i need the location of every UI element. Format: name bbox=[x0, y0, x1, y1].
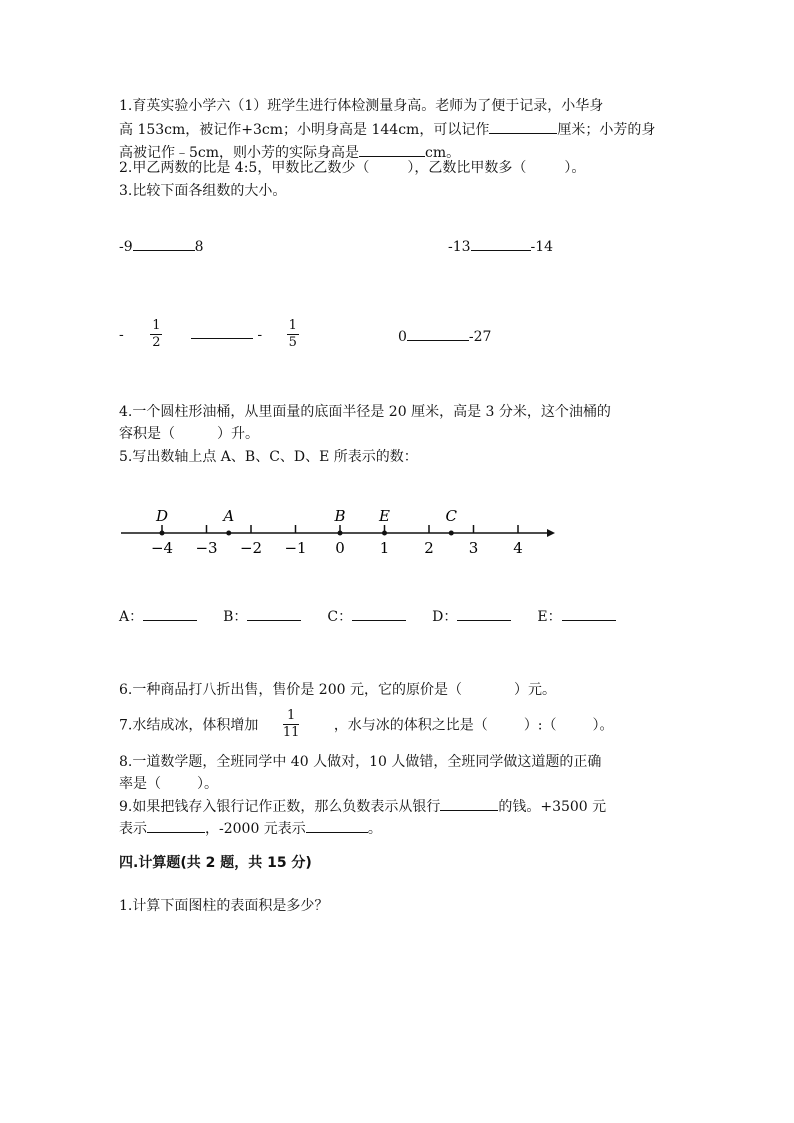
arrow-right-icon bbox=[547, 529, 555, 537]
number-line bbox=[115, 500, 565, 562]
q9-text-2c: 。 bbox=[367, 821, 382, 837]
q5-answer-blank-c[interactable] bbox=[352, 606, 406, 621]
q9-line-1 bbox=[119, 796, 606, 817]
q4-line-1: 4.一个圆柱形油桶，从里面量的底面半径是 20 厘米，高是 3 分米，这个油桶的 bbox=[119, 404, 611, 420]
q3-pair3-blank[interactable] bbox=[191, 324, 253, 339]
q3-title: 3.比较下面各组数的大小。 bbox=[119, 183, 287, 199]
q3-fraction-1 bbox=[150, 318, 162, 351]
number-line-point bbox=[449, 531, 454, 536]
q5-answer-label-b: B： bbox=[223, 609, 248, 625]
q1-text-2b: 厘米；小芳的身 bbox=[557, 122, 656, 138]
q7-line bbox=[119, 708, 614, 741]
number-line-tick-label: 1 bbox=[379, 539, 390, 557]
q3-pair3-sign2: - bbox=[257, 326, 263, 343]
q1-blank-2[interactable] bbox=[359, 142, 425, 157]
q4-line-2 bbox=[119, 424, 259, 444]
q9-text-1b: 的钱。+3500 元 bbox=[498, 799, 607, 815]
number-line-tick-label: −2 bbox=[239, 539, 263, 557]
q9-line-2 bbox=[119, 818, 382, 839]
q5-answers bbox=[119, 606, 616, 626]
q7-fraction-denominator: 11 bbox=[282, 725, 300, 740]
q3-pair-4 bbox=[398, 326, 491, 345]
q3-pair-1 bbox=[119, 236, 204, 255]
number-line-point-label: B bbox=[334, 507, 346, 525]
q5-answer-label-a: A： bbox=[119, 609, 144, 625]
number-line-point-label: C bbox=[445, 507, 457, 525]
section-4-question-1: 1.计算下面图柱的表面积是多少？ bbox=[119, 898, 329, 914]
q5-title: 5.写出数轴上点 A、B、C、D、E 所表示的数： bbox=[119, 449, 418, 465]
number-line-point-label: A bbox=[223, 507, 235, 525]
q8-line-1: 8.一道数学题，全班同学中 40 人做对，10 人做错，全班同学做这道题的正确 bbox=[119, 754, 602, 770]
number-line-point bbox=[338, 531, 343, 536]
q5-answer-blank-b[interactable] bbox=[247, 606, 301, 621]
q3-pair4-right: -27 bbox=[468, 329, 492, 345]
number-line-tick-label: 4 bbox=[513, 539, 523, 557]
number-line-tick-label: −1 bbox=[284, 539, 307, 557]
q3-pair2-left: -13 bbox=[448, 239, 471, 255]
q5-answer-blank-a[interactable] bbox=[143, 606, 197, 621]
q7-fraction-numerator: 1 bbox=[286, 708, 296, 723]
q8-text-2a: 率是（ bbox=[119, 776, 161, 792]
number-line-tick-label: −4 bbox=[150, 539, 174, 557]
q9-text-2a: 表示 bbox=[119, 821, 147, 837]
q3-pair-3 bbox=[119, 318, 299, 351]
q3-pair2-right: -14 bbox=[530, 239, 554, 255]
q7-text-b: ，水与冰的体积之比是（ bbox=[333, 717, 488, 734]
q4-text-2a: 容积是（ bbox=[119, 426, 175, 442]
q6-text-b: ）元。 bbox=[513, 682, 556, 698]
q1-line-1: 1.育英实验小学六（1）班学生进行体检测量身高。老师为了便于记录，小华身 bbox=[119, 98, 604, 114]
q9-blank-3[interactable] bbox=[306, 818, 368, 833]
q5-answer-label-c: C： bbox=[327, 609, 353, 625]
q1-blank-1[interactable] bbox=[489, 119, 557, 134]
number-line-point-label: E bbox=[379, 507, 390, 525]
number-line-tick-label: 0 bbox=[335, 539, 345, 557]
q3-pair3-sign1: - bbox=[119, 326, 124, 343]
q3-fraction2-denominator: 5 bbox=[288, 335, 297, 350]
q2-text-a: 2.甲乙两数的比是 4:5，甲数比乙数少（ bbox=[119, 160, 370, 176]
q2-text-b: ），乙数比甲数多（ bbox=[407, 160, 527, 176]
q3-fraction2-numerator: 1 bbox=[288, 318, 297, 333]
q7-fraction bbox=[281, 708, 302, 741]
q7-text-d: ）。 bbox=[592, 717, 614, 734]
q4-text-2b: ）升。 bbox=[217, 426, 259, 442]
number-line-point-label: D bbox=[155, 507, 169, 525]
q9-text-1a: 9.如果把钱存入银行记作正数，那么负数表示从银行 bbox=[119, 799, 441, 815]
q1-text-2a: 高 153cm，被记作+3cm；小明身高是 144cm，可以记作 bbox=[119, 122, 490, 138]
q8-line-2 bbox=[119, 774, 218, 794]
q7-text-a: 7.水结成冰，体积增加 bbox=[119, 717, 259, 734]
q3-fraction-2 bbox=[287, 318, 299, 351]
q5-answer-label-e: E： bbox=[537, 609, 562, 625]
number-line-point bbox=[160, 531, 165, 536]
q5-answer-label-d: D： bbox=[432, 609, 458, 625]
q6-line bbox=[119, 680, 556, 700]
q2-text-c: ）。 bbox=[564, 160, 586, 176]
q9-blank-2[interactable] bbox=[147, 818, 205, 833]
number-line-point bbox=[226, 531, 231, 536]
q2-line bbox=[119, 158, 585, 178]
q1-line-2 bbox=[119, 119, 655, 140]
q3-fraction1-numerator: 1 bbox=[152, 318, 161, 333]
number-line-tick-label: −3 bbox=[195, 539, 218, 557]
q3-fraction1-denominator: 2 bbox=[152, 335, 161, 350]
q9-text-2b: ，-2000 元表示 bbox=[205, 821, 306, 837]
number-line-point bbox=[382, 531, 387, 536]
q3-pair1-left: -9 bbox=[119, 239, 133, 255]
q3-pair-2 bbox=[448, 236, 553, 255]
q3-pair1-right: 8 bbox=[194, 239, 204, 255]
q1-text-3b: cm。 bbox=[425, 145, 461, 161]
q7-text-c: ）:（ bbox=[523, 717, 557, 734]
q3-pair4-left: 0 bbox=[398, 329, 407, 345]
q8-text-2b: ）。 bbox=[197, 776, 218, 792]
number-line-tick-label: 2 bbox=[424, 539, 434, 557]
q3-pair2-blank[interactable] bbox=[471, 236, 531, 251]
q3-pair1-blank[interactable] bbox=[133, 236, 195, 251]
q5-answer-blank-d[interactable] bbox=[457, 606, 511, 621]
q1-text-3a: 高被记作﹣5cm，则小芳的实际身高是 bbox=[119, 145, 360, 161]
q3-pair4-blank[interactable] bbox=[407, 326, 469, 341]
q5-answer-blank-e[interactable] bbox=[562, 606, 616, 621]
number-line-tick-label: 3 bbox=[468, 539, 479, 557]
q6-text-a: 6.一种商品打八折出售，售价是 200 元，它的原价是（ bbox=[119, 682, 462, 698]
q9-blank-1[interactable] bbox=[440, 796, 498, 811]
section-4-heading: 四.计算题(共 2 题，共 15 分) bbox=[119, 855, 312, 871]
